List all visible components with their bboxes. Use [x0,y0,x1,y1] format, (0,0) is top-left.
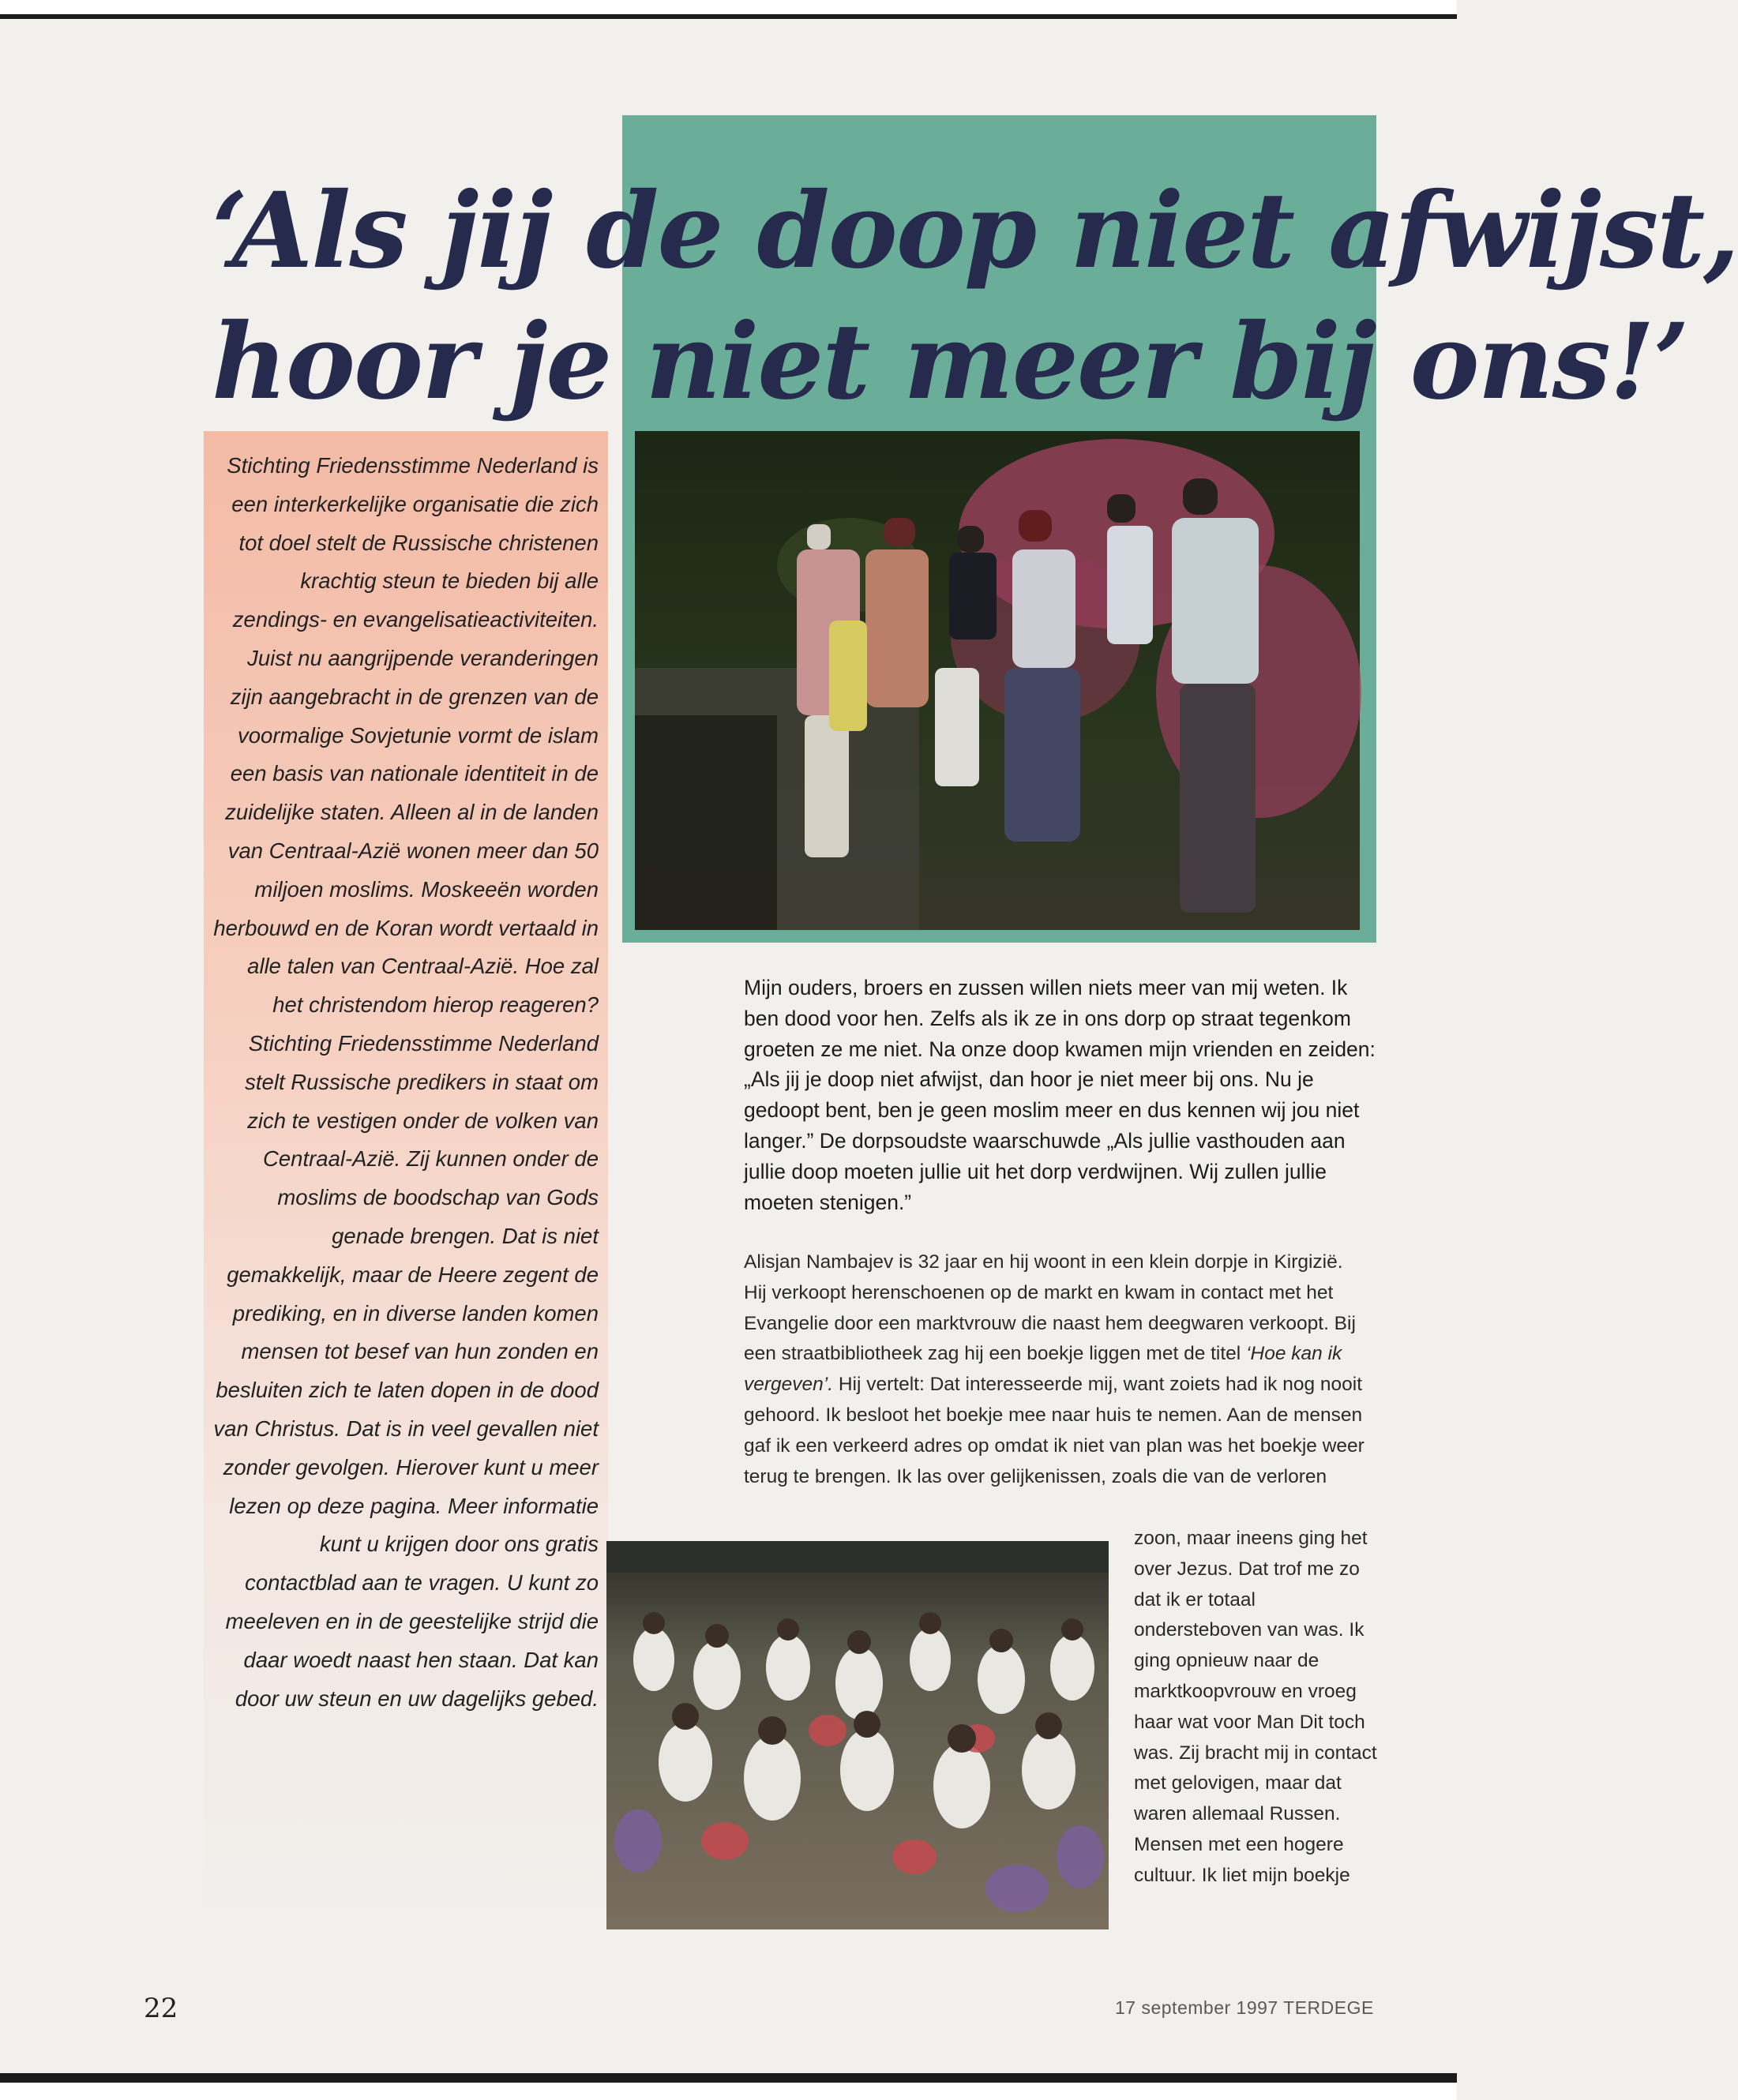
body-paragraph [744,1247,1368,1492]
book-title: ‘Hoe kan ik vergeven’. [744,1343,1342,1396]
body-text-intro: Alisjan Nambajev is 32 jaar en hij woont in een klein dorpje in Kirgizië. Hij verkoopt herenschoenen op de markt en kwam in contact met het Evangelie door een marktvrouw die naast hem deegwaren verkoopt. Bij een straatbibliotheek zag hij een boekje liggen met de titel [744,1251,1356,1365]
quote-paragraph: Mijn ouders, broers en zussen willen niets meer van mij weten. Ik ben dood voor hen. Zelfs als ik ze in ons dorp op straat tegenkom groeten ze me niet. Na onze doop kwamen mijn vrienden en zeiden: „Als jij je doop niet afwijst, dan hoor je niet meer bij ons. Nu je gedoopt bent, ben je geen moslim meer en dus kennen wij jou niet langer.” De dorpsoudste waarschuwde „Als jullie vasthouden aan jullie doop moeten jullie uit het dorp verdwijnen. Wij zullen jullie moeten stenigen.” [744,976,1376,1214]
body-text-rest: Hij vertelt: Dat interesseerde mij, want zoiets had ik nog nooit gehoord. Ik besloot het boekje mee naar huis te nemen. Aan de mensen gaf ik een verkeerd adres op omdat ik niet van plan was het boekje weer terug te brengen. Ik las over gelijkenissen, zoals die van de verloren [744,1374,1364,1487]
family-photo [635,431,1360,930]
sidebar-text: Stichting Friedensstimme Nederland is een interkerkelijke organisatie die zich tot doel stelt de Russische christenen krachtig steun te bieden bij alle zendings- en evangelisatieactiviteiten. Juist nu aangrijpende veranderingen zijn aangebracht in de grenzen van de voormalige Sovjetunie vormt de islam een basis van nationale identiteit in de zuidelijke staten. Alleen al in de landen van Centraal-Azië wonen meer dan 50 miljoen moslims. Moskeeën worden herbouwd en de Koran wordt vertaald in alle talen van Centraal-Azië. Hoe zal het christendom hierop reageren? Stichting Friedensstimme Nederland stelt Russische predikers in staat om zich te vestigen onder de volken van Centraal-Azië. Zij kunnen onder de moslims de boodschap van Gods genade brengen. Dat is niet gemakkelijk, maar de Heere zegent de prediking, en in diverse landen komen mensen tot besef van hun zonden en besluiten zich te laten dopen in de dood van Christus. Dat is in veel gevallen niet zonder gevolgen. Hierover kunt u meer lezen op deze pagina. Meer informatie kunt u krijgen door ons gratis contactblad aan te vragen. U kunt zo meeleven en in de geestelijke strijd die daar woedt naast hen staan. Dat kan door uw steun en uw dagelijks gebed. [213,453,599,1711]
page-bottom-edge [0,2083,1457,2100]
bottom-rule [0,2073,1457,2083]
headline-line-2: hoor je niet meer bij ons!’ [212,301,1688,423]
top-rule [0,14,1457,19]
page-top-edge [0,0,1457,14]
headline-line-1: ‘Als jij de doop niet afwijst, [212,170,1738,292]
page-number: 22 [144,1993,178,2024]
body-continuation: zoon, maar ineens ging het over Jezus. Dat trof me zo dat ik er totaal ondersteboven van was. Ik ging opnieuw naar de marktkoopvrouw en vroeg haar wat voor Man Dit toch was. Zij bracht mij in contact met gelovigen, maar dat waren allemaal Russen. Mensen met een hogere cultuur. Ik liet mijn boekje [1134,1528,1377,1886]
headline [212,166,1738,428]
footer-publication-date: 17 september 1997 TERDEGE [1115,1997,1374,2018]
market-photo [606,1541,1109,1929]
